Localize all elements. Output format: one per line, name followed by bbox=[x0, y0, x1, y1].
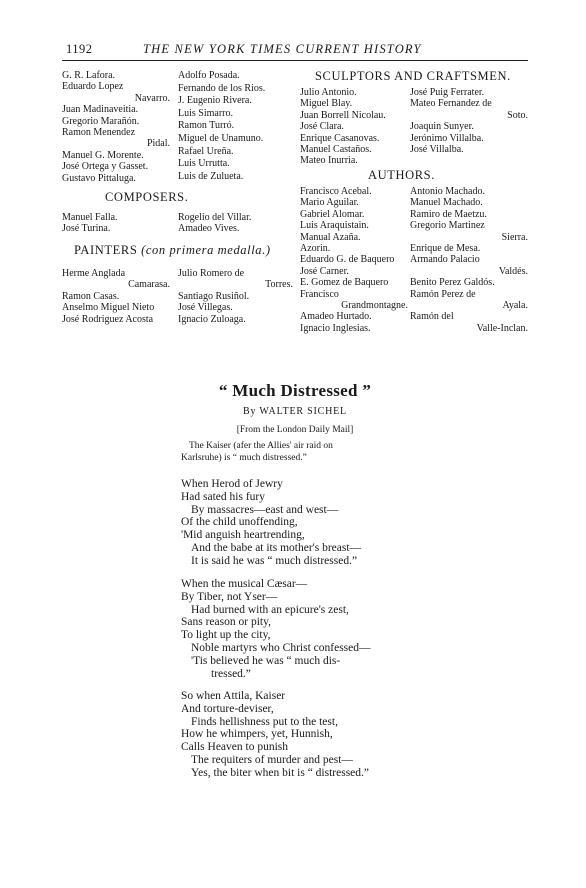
poem-line: The requiters of murder and pest— bbox=[191, 753, 353, 766]
list-item: Miguel Blay. bbox=[300, 98, 353, 110]
list-item: Gregorio Martinez bbox=[410, 220, 485, 232]
list-item: Herme Anglada bbox=[62, 268, 126, 279]
list-item: Pidal. bbox=[146, 138, 170, 150]
list-item: Valle-Inclan. bbox=[476, 322, 528, 334]
list-item: Adolfo Posada. bbox=[178, 70, 240, 81]
poem-line: Calls Heaven to punish bbox=[181, 741, 288, 754]
list-item: Mateo Inurria. bbox=[300, 155, 358, 167]
list-item: Amadeo Vives. bbox=[178, 223, 240, 235]
list-item: Gregorio Marañón. bbox=[62, 115, 140, 127]
list-item: José Villalba. bbox=[410, 144, 464, 156]
list-item: Julio Romero de bbox=[178, 268, 245, 279]
list-item: Ramiro de Maetzu. bbox=[410, 208, 487, 220]
poem-line: Noble martyrs who Christ confessed— bbox=[191, 641, 371, 654]
list-item: Mario Aguilar. bbox=[300, 197, 359, 209]
poem-line: It is said he was “ much distressed.” bbox=[191, 554, 358, 567]
list-item: Ramón del bbox=[410, 311, 454, 323]
list-item: Manuel Falla. bbox=[62, 212, 118, 223]
list-item: José Rodriguez Acosta bbox=[62, 313, 154, 325]
poem-line: Had sated his fury bbox=[181, 490, 265, 503]
name-list-left bbox=[62, 70, 170, 184]
poem-line: Sans reason or pity, bbox=[181, 616, 271, 629]
list-item: Julio Antonio. bbox=[300, 87, 357, 98]
list-item: José Carner. bbox=[300, 265, 349, 277]
list-item: Enrique de Mesa. bbox=[410, 243, 481, 255]
painters-heading-note: (con primera medalla.) bbox=[141, 243, 271, 257]
composers-heading: COMPOSERS. bbox=[105, 190, 189, 204]
list-item: Santiago Rusiñol. bbox=[178, 290, 250, 302]
poem-line: Had burned with an epicure's zest, bbox=[191, 603, 349, 616]
list-item: Soto. bbox=[507, 109, 528, 121]
list-item: Enrique Casanovas. bbox=[300, 132, 380, 144]
poem-line: How he whimpers, yet, Hunnish, bbox=[181, 728, 333, 741]
list-item: Ayala. bbox=[502, 300, 528, 312]
list-item: Mateo Fernandez de bbox=[410, 98, 492, 110]
composers-list-left bbox=[62, 212, 170, 235]
list-item: Fernando de los Rios. bbox=[178, 82, 266, 94]
page-number: 1192 bbox=[66, 42, 93, 56]
list-item: José Turina. bbox=[62, 223, 111, 235]
list-item: Sierra. bbox=[501, 231, 528, 243]
list-item: Antonio Machado. bbox=[410, 186, 485, 197]
list-item: José Ortega y Gasset. bbox=[62, 161, 149, 173]
list-item: Jerónimo Villalba. bbox=[410, 132, 484, 144]
name-list-right bbox=[178, 70, 298, 183]
list-item: Luis Simarro. bbox=[178, 107, 233, 119]
poem-stanza-2 bbox=[181, 578, 371, 680]
list-item: Torres. bbox=[265, 279, 293, 291]
list-item: Valdés. bbox=[498, 265, 528, 277]
header-rule bbox=[62, 60, 528, 61]
list-item: Gabriel Alomar. bbox=[300, 208, 365, 220]
painters-list-right bbox=[178, 268, 293, 325]
list-item: Manuel Machado. bbox=[410, 197, 483, 209]
list-item: Camarasa. bbox=[128, 279, 170, 291]
poem-note-line: Karlsruhe) is “ much distressed.” bbox=[181, 452, 307, 463]
poem-note-line: The Kaiser (afer the Allies' air raid on bbox=[189, 441, 333, 451]
list-item: Azorin. bbox=[300, 243, 331, 255]
poem-line: By massacres—east and west— bbox=[191, 503, 339, 516]
list-item: Eduardo Lopez bbox=[62, 81, 124, 93]
sculptors-list-right bbox=[410, 87, 528, 155]
poem-note bbox=[181, 441, 411, 464]
list-item: Amadeo Hurtado. bbox=[300, 311, 372, 323]
composers-list-right bbox=[178, 212, 298, 235]
painters-list-left bbox=[62, 268, 170, 325]
list-item: E. Gomez de Baquero bbox=[300, 277, 389, 289]
list-item: Gustavo Pittaluga. bbox=[62, 172, 136, 184]
painters-heading-label: PAINTERS bbox=[74, 243, 138, 257]
poem-line: Yes, the biter when bit is “ distressed.” bbox=[191, 766, 370, 779]
painters-heading bbox=[74, 243, 271, 257]
poem-line: Finds hellishness put to the test, bbox=[191, 715, 338, 728]
list-item: Francisco bbox=[300, 288, 339, 300]
list-item: Luis Araquistain. bbox=[300, 220, 369, 232]
journal-title: THE NEW YORK TIMES CURRENT HISTORY bbox=[143, 42, 422, 56]
poem-line: When Herod of Jewry bbox=[181, 478, 283, 490]
list-item: Luis Urrutta. bbox=[178, 158, 230, 170]
list-item: Francisco Acebal. bbox=[300, 186, 372, 197]
list-item: Rogelio del Villar. bbox=[178, 212, 252, 223]
poem-line: When the musical Cæsar— bbox=[181, 578, 308, 590]
poem-line: So when Attila, Kaiser bbox=[181, 690, 286, 702]
list-item: Manual Azaña. bbox=[300, 231, 361, 243]
poem-line: To light up the city, bbox=[181, 629, 271, 642]
list-item: Grandmontagne. bbox=[341, 300, 408, 312]
poem-line: Of the child unoffending, bbox=[181, 516, 298, 529]
poem-line: 'Mid anguish heartrending, bbox=[181, 529, 305, 542]
sculptors-heading: SCULPTORS AND CRAFTSMEN. bbox=[315, 69, 511, 83]
list-item: Ignacio Inglesias. bbox=[300, 322, 371, 334]
poem-source: [From the London Daily Mail] bbox=[236, 425, 354, 435]
list-item: Juan Madinaveitia. bbox=[62, 104, 139, 116]
authors-heading: AUTHORS. bbox=[368, 168, 435, 182]
list-item: José Clara. bbox=[300, 121, 344, 133]
poem-line: And torture-deviser, bbox=[181, 702, 274, 715]
poem-line: tressed.” bbox=[211, 667, 251, 680]
list-item: Anselmo Miguel Nieto bbox=[62, 302, 155, 314]
sculptors-list-left bbox=[300, 87, 400, 167]
list-item: G. R. Lafora. bbox=[62, 70, 116, 81]
list-item: Ignacio Zuloaga. bbox=[178, 313, 246, 325]
list-item: Luis de Zulueta. bbox=[178, 170, 244, 182]
poem-line: 'Tis believed he was “ much dis- bbox=[191, 654, 341, 667]
list-item: Ramon Turró. bbox=[178, 120, 235, 132]
list-item: José Puig Ferrater. bbox=[410, 87, 485, 98]
authors-list-left bbox=[300, 186, 408, 334]
poem-stanza-1 bbox=[181, 478, 361, 568]
list-item: Eduardo G. de Baquero bbox=[300, 254, 395, 266]
list-item: J. Eugenio Rivera. bbox=[178, 95, 252, 107]
list-item: Benito Perez Galdós. bbox=[410, 277, 495, 289]
list-item: Miguel de Unamuno. bbox=[178, 132, 264, 144]
list-item: Ramon Casas. bbox=[62, 290, 120, 302]
list-item: Joaquin Sunyer. bbox=[410, 121, 474, 133]
poem-line: By Tiber, not Yser— bbox=[181, 590, 278, 603]
poem-title: “ Much Distressed ” bbox=[218, 381, 372, 400]
list-item: Navarro. bbox=[134, 92, 170, 104]
poem-stanza-3 bbox=[181, 690, 369, 780]
list-item: Ramón Perez de bbox=[410, 288, 476, 300]
list-item: Ramon Menendez bbox=[62, 127, 136, 139]
poem-line: And the babe at its mother's breast— bbox=[191, 541, 362, 554]
poem-byline: By WALTER SICHEL bbox=[243, 406, 347, 417]
list-item: José Villegas. bbox=[178, 302, 233, 314]
list-item: Rafael Ureña. bbox=[178, 145, 234, 157]
list-item: Manuel Castaños. bbox=[300, 144, 372, 156]
list-item: Juan Borrell Nicolau. bbox=[300, 109, 386, 121]
authors-list-right bbox=[410, 186, 528, 334]
list-item: Armando Palacio bbox=[410, 254, 480, 266]
list-item: Manuel G. Morente. bbox=[62, 149, 144, 161]
